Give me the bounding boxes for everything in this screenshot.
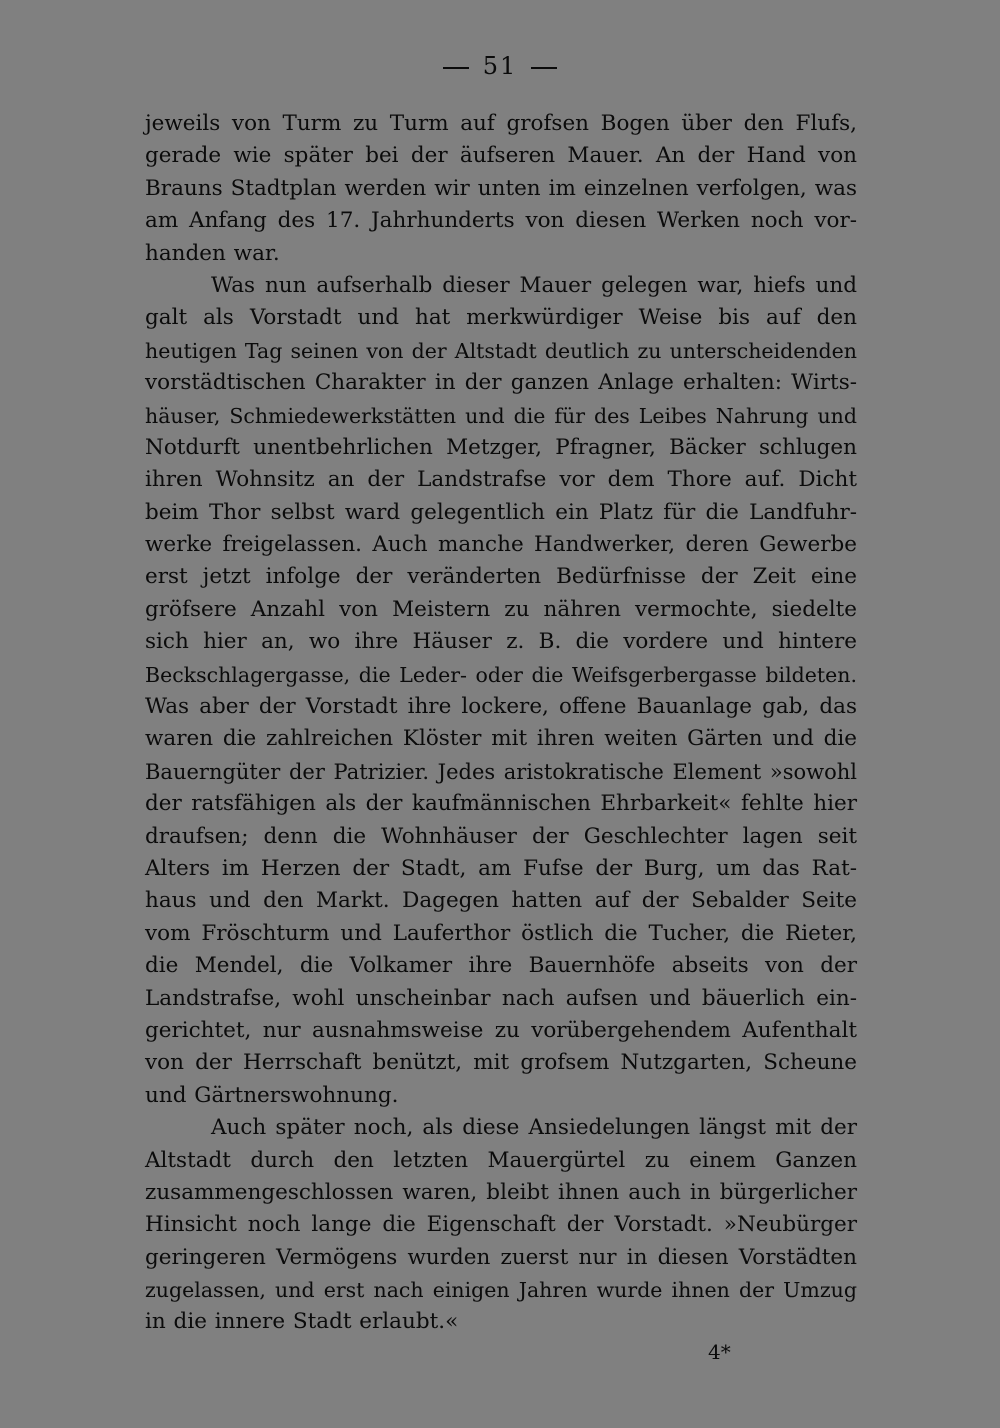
text-line: galt als Vorstadt und hat merkwürdiger Weise bis auf den	[145, 305, 857, 331]
text-line: Brauns Stadtplan werden wir unten im einzelnen verfolgen, was	[145, 175, 857, 201]
text-line: waren die zahlreichen Klöster mit ihren weiten Gärten und die	[145, 726, 857, 752]
text-line: geringeren Vermögens wurden zuerst nur in diesen Vorstädten	[145, 1244, 857, 1270]
text-line: häuser, Schmiedewerkstätten und die für des Leibes Nahrung und	[145, 403, 857, 428]
text-line: haus und den Markt. Dagegen hatten auf der Sebalder Seite	[145, 888, 857, 914]
text-line: Alters im Herzen der Stadt, am Fufse der Burg, um das Rat-	[145, 855, 857, 881]
text-line: ihren Wohnsitz an der Landstrafse vor dem Thore auf. Dicht	[145, 467, 857, 493]
text-line: und Gärtnerswohnung.	[145, 1082, 399, 1108]
text-line: Bauerngüter der Patrizier. Jedes aristokratische Element »sowohl	[145, 759, 857, 784]
text-line: Auch später noch, als diese Ansiedelungen längst mit der	[211, 1115, 857, 1141]
text-line: die Mendel, die Volkamer ihre Bauernhöfe abseits von der	[145, 953, 857, 979]
page-number-header	[0, 52, 1000, 80]
text-line: draufsen; denn die Wohnhäuser der Geschlechter lagen seit	[145, 823, 857, 849]
text-line: sich hier an, wo ihre Häuser z. B. die vordere und hintere	[145, 629, 857, 655]
text-line: zusammengeschlossen waren, bleibt ihnen auch in bürgerlicher	[145, 1179, 857, 1205]
left-dash	[443, 67, 469, 69]
text-line: gröfsere Anzahl von Meistern zu nähren vermochte, siedelte	[145, 596, 857, 622]
text-line: Beckschlagergasse, die Leder- oder die Weifsgerbergasse bildeten.	[145, 662, 857, 687]
text-line: jeweils von Turm zu Turm auf grofsen Bogen über den Flufs,	[145, 111, 857, 136]
text-line: handen war.	[145, 240, 280, 266]
text-line: vorstädtischen Charakter in der ganzen Anlage erhalten: Wirts-	[145, 370, 857, 396]
text-line: am Anfang des 17. Jahrhunderts von diesen Werken noch vor-	[145, 208, 857, 234]
text-line: beim Thor selbst ward gelegentlich ein Platz für die Landfuhr-	[145, 499, 857, 525]
text-line: erst jetzt infolge der veränderten Bedürfnisse der Zeit eine	[145, 564, 857, 590]
text-line: gerade wie später bei der äufseren Mauer. An der Hand von	[145, 143, 857, 169]
text-line: Was nun aufserhalb dieser Mauer gelegen war, hiefs und	[211, 272, 857, 298]
text-line: zugelassen, und erst nach einigen Jahren wurde ihnen der Umzug	[145, 1278, 857, 1303]
right-dash	[531, 67, 557, 69]
text-line: Landstrafse, wohl unscheinbar nach aufsen und bäuerlich ein-	[145, 985, 857, 1011]
body-text	[145, 108, 857, 1339]
text-line: werke freigelassen. Auch manche Handwerker, deren Gewerbe	[145, 532, 857, 558]
text-line: in die innere Stadt erlaubt.«	[145, 1309, 459, 1335]
text-line: von der Herrschaft benützt, mit grofsem Nutzgarten, Scheune	[145, 1050, 857, 1076]
text-line: Hinsicht noch lange die Eigenschaft der Vorstadt. »Neubürger	[145, 1212, 857, 1238]
text-line: Notdurft unentbehrlichen Metzger, Pfragner, Bäcker schlugen	[145, 434, 857, 460]
text-line: gerichtet, nur ausnahmsweise zu vorübergehendem Aufenthalt	[145, 1017, 857, 1043]
text-line: vom Fröschturm und Lauferthor östlich die Tucher, die Rieter,	[145, 920, 857, 946]
text-line: Was aber der Vorstadt ihre lockere, offene Bauanlage gab, das	[145, 694, 857, 720]
page-number: 51	[482, 52, 518, 80]
signature-mark: 4*	[708, 1340, 731, 1364]
text-line: Altstadt durch den letzten Mauergürtel zu einem Ganzen	[145, 1147, 857, 1173]
text-line: heutigen Tag seinen von der Altstadt deutlich zu unterscheidenden	[145, 338, 857, 363]
text-line: der ratsfähigen als der kaufmännischen Ehrbarkeit« fehlte hier	[145, 791, 857, 817]
